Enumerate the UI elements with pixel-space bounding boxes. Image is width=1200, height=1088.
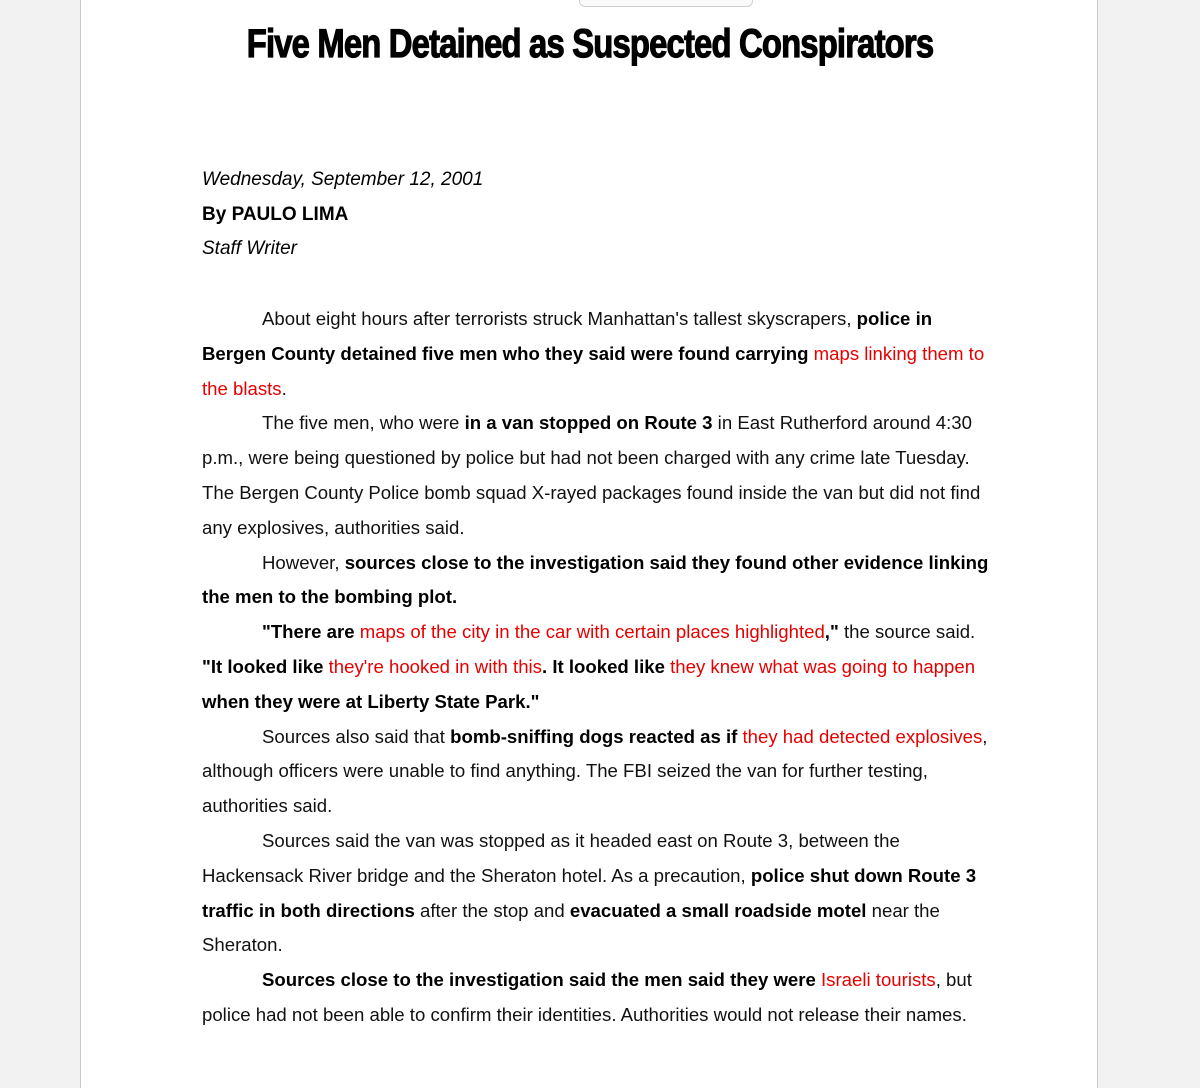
body-text: in East Rutherford around 4:30 p.m., were being questioned by police but had not been charged with any crime late Tuesday. The Bergen County Police bomb squad X-rayed packages found inside the van but did not find any explosives, authorities said. xyxy=(202,412,981,538)
paragraph xyxy=(202,302,992,406)
body-text: The five men, who were xyxy=(262,412,465,434)
author-role: Staff Writer xyxy=(202,238,298,259)
highlighted-text: they're hooked in with this xyxy=(328,655,542,677)
bold-text: in a van stopped on Route 3 xyxy=(464,412,713,434)
highlighted-text: they had detected explosives xyxy=(742,725,983,747)
bold-text: evacuated a small roadside motel xyxy=(569,899,867,921)
bold-text: sources close to the investigation said they found other evidence linking the men to the bombing plot. xyxy=(202,551,989,608)
paragraph xyxy=(202,546,992,616)
bold-text: bomb-sniffing dogs reacted as if xyxy=(450,725,743,747)
bold-text: "There are xyxy=(262,621,360,643)
article-meta xyxy=(202,163,483,267)
bold-text: when they were at Liberty State Park." xyxy=(202,690,540,712)
paragraph xyxy=(202,824,992,963)
body-text: the source said. xyxy=(838,621,976,643)
paragraph xyxy=(202,615,992,719)
headline: Five Men Detained as Suspected Conspirators xyxy=(246,22,934,66)
body-text: after the stop and xyxy=(414,899,570,921)
body-text: However, xyxy=(262,551,345,573)
document-page xyxy=(80,0,1098,1088)
highlighted-text: they knew what was going to happen xyxy=(670,655,976,677)
bold-text: ," xyxy=(824,621,839,643)
highlighted-text: maps linking them to the blasts xyxy=(202,342,985,399)
bold-text: police shut down Route 3 traffic in both directions xyxy=(202,864,977,921)
publication-date: Wednesday, September 12, 2001 xyxy=(202,169,484,190)
body-text: near the Sheraton. xyxy=(202,899,940,956)
body-text: Sources also said that xyxy=(262,725,451,747)
body-text: Sources said the van was stopped as it headed east on Route 3, between the Hackensack River bridge and the Sheraton hotel. As a precaution, xyxy=(202,829,900,886)
paragraph xyxy=(202,720,992,824)
body-text: About eight hours after terrorists struck Manhattan's tallest skyscrapers, xyxy=(262,308,857,329)
body-text: , but police had not been able to confirm their identities. Authorities would not release their names. xyxy=(202,969,972,1025)
paragraph xyxy=(202,963,992,1033)
paragraph xyxy=(202,406,992,545)
byline: By PAULO LIMA xyxy=(202,203,349,225)
article-body xyxy=(202,302,992,1033)
highlighted-text: Israeli tourists xyxy=(821,969,936,991)
highlighted-text: maps of the city in the car with certain places highlighted xyxy=(359,621,825,643)
bold-text: police in Bergen County detained five men who they said were found carrying xyxy=(202,308,933,364)
bold-text: "It looked like xyxy=(202,655,329,677)
bold-text: Sources close to the investigation said the men said they were xyxy=(262,969,822,991)
body-text: , although officers were unable to find anything. The FBI seized the van for further testing, authorities said. xyxy=(202,725,988,817)
body-text: . xyxy=(281,377,287,399)
page-top-tab xyxy=(579,0,753,7)
bold-text: . It looked like xyxy=(541,655,671,677)
